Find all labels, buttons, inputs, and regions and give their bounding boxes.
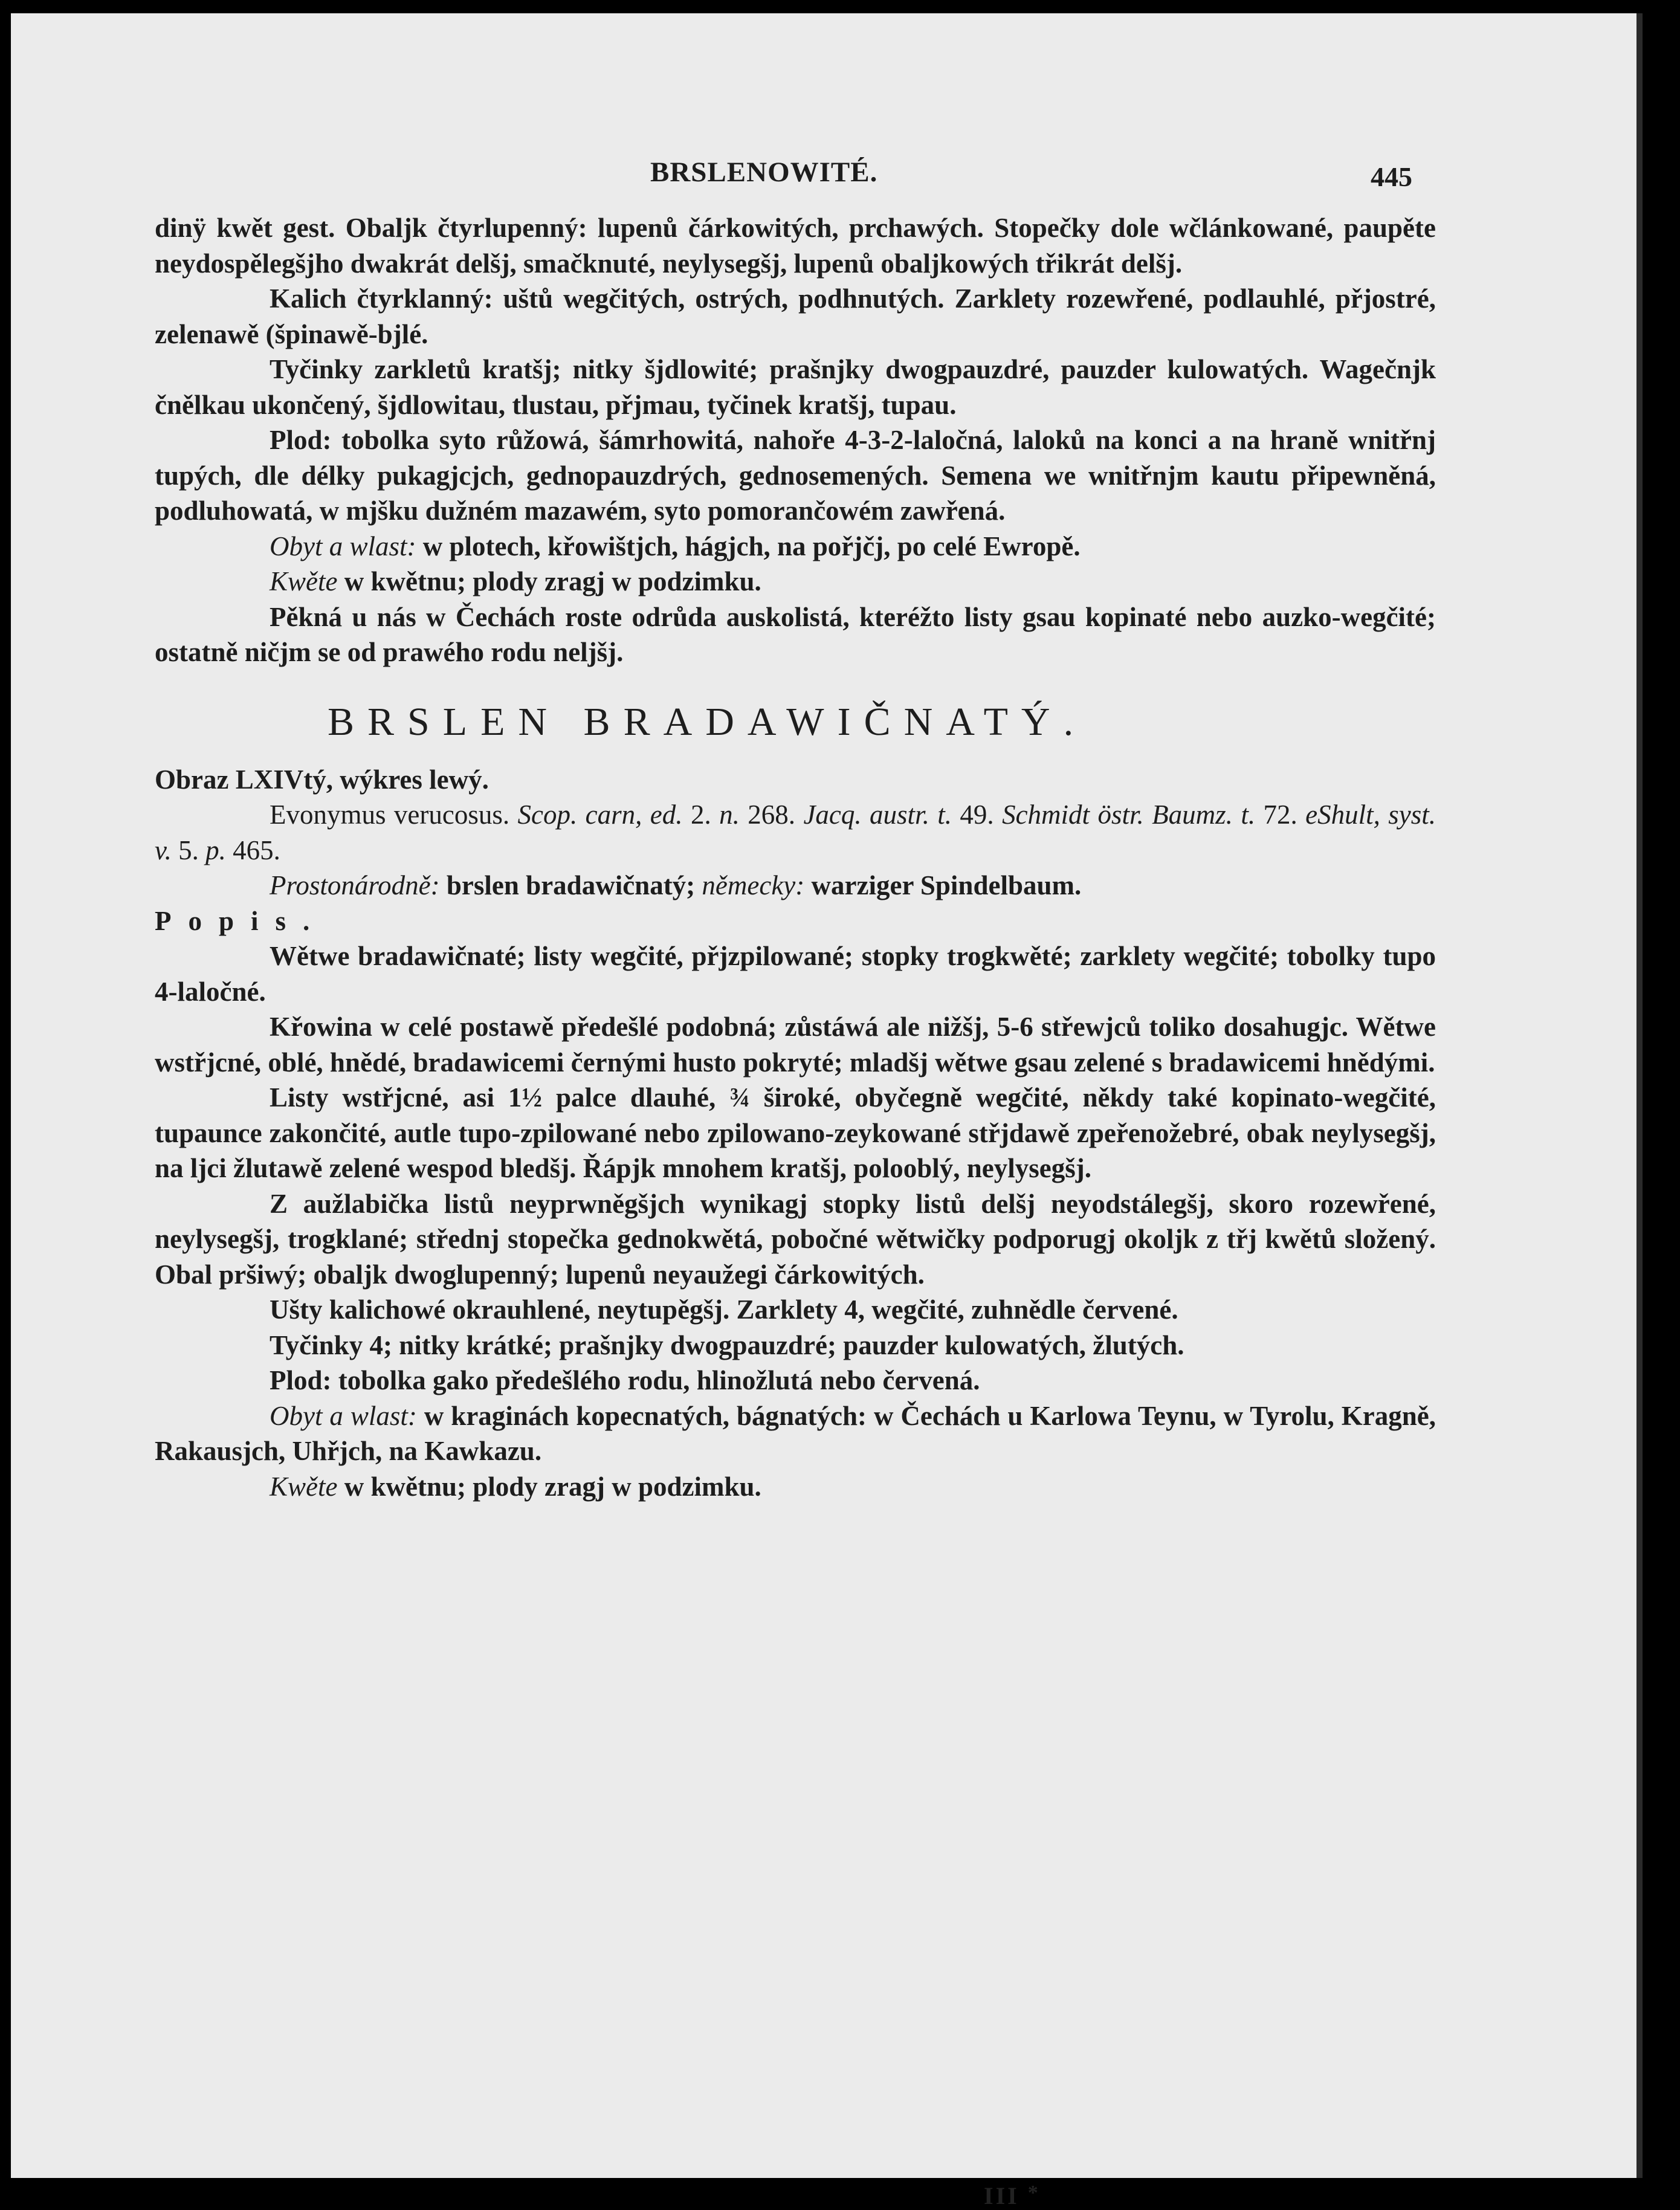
page-number: 445 xyxy=(1371,161,1412,192)
vernacular-names xyxy=(155,868,1436,903)
section-title: BRSLEN BRADAWIČNATÝ. xyxy=(328,699,1087,744)
obyt2-label: Obyt a wlast: xyxy=(270,1400,417,1431)
paragraph-kwete xyxy=(155,564,1436,599)
paragraph-kwete-2 xyxy=(155,1469,1436,1505)
citation-schmidt: Schmidt östr. Baumz. t. xyxy=(1002,800,1256,830)
citation-num: 465. xyxy=(225,835,280,865)
asterisk-icon: * xyxy=(1027,2182,1041,2204)
paragraph-obyt-2 xyxy=(155,1398,1436,1469)
signature-text: III xyxy=(984,2182,1019,2209)
paragraph-wetwe: Wětwe bradawičnaté; listy wegčité, přjzpilowané; stopky trogkwěté; zarklety wegčité; tobolky tupo 4-laločné. xyxy=(155,941,1436,1007)
paragraph-obyt xyxy=(155,529,1436,564)
citation-genus: Evonymus verucosus. xyxy=(270,800,518,830)
paragraph-auzlabicka: Z aužlabička listů neyprwněgšjch wynikagj stopky listů delšj neyodstálegšj, skoro rozewřené, neylysegšj, trogklané; střednj stopečka gednokwětá, pobočné wětwičky podporugj okoljk z třj kwětů složený. Obal pršiwý; obaljk dwoglupenný; lupenů neyaužegi čárkowitých. xyxy=(155,1188,1436,1290)
citation-num: 49. xyxy=(952,800,1003,830)
paragraph-plod: Plod: tobolka syto růžowá, šámrhowitá, nahoře 4-3-2-laločná, laloků na konci a na hraně wnitřnj tupých, dle délky pukagjcjch, gednopauzdrých, gednosemených. Semena we wnitřnjm kautu připewněná, podluhowatá, w mjšku dužném mazawém, syto pomorančowém zawřená. xyxy=(155,425,1436,526)
obyt-label: Obyt a wlast: xyxy=(270,531,416,561)
citation-scop: Scop. carn, ed. xyxy=(517,800,683,830)
names-german: warziger Spindelbaum. xyxy=(804,870,1082,900)
popis-heading: Popis. xyxy=(155,905,327,936)
citation-p: p. xyxy=(205,835,226,865)
citation-shult: eShult, syst. v. xyxy=(155,800,1436,865)
names-label-german: německy: xyxy=(702,870,805,900)
citation-num: 72. xyxy=(1255,800,1306,830)
citation xyxy=(155,797,1436,868)
names-czech: brslen bradawičnatý; xyxy=(439,870,702,900)
paragraph-plod-2: Plod: tobolka gako předešlého rodu, hlinožlutá nebo červená. xyxy=(270,1365,980,1395)
citation-num: 2. xyxy=(682,800,720,830)
citation-n: n. xyxy=(719,800,740,830)
paragraph-tycinky-4: Tyčinky 4; nitky krátké; prašnjky dwogpauzdré; pauzder kulowatých, žlutých. xyxy=(270,1330,1184,1360)
paragraph-continued: dinÿ kwět gest. Obaljk čtyrlupenný: lupenů čárkowitých, prchawých. Stopečky dole wčlánkowané, paupěte neydospělegšjho dwakrát delšj, smačknuté, neylysegšj, lupenů obaljkowých třikrát delšj. xyxy=(155,213,1436,279)
scanned-page xyxy=(11,13,1643,2209)
paragraph-krowina: Křowina w celé postawě předešlé podobná; zůstáwá ale nižšj, 5-6 střewjců toliko dosahugjc. Wětwe wstřjcné, oblé, hnědé, bradawicemi černými husto pokryté; mladšj wětwe gsau zelené s bradawicemi hnědými. xyxy=(155,1012,1436,1078)
paragraph-tycinky: Tyčinky zarkletů kratšj; nitky šjdlowité; prašnjky dwogpauzdré, pauzder kulowatých. Wagečnjk čnělkau ukončený, šjdlowitau, tlustau, přjmau, tyčinek kratšj, tupau. xyxy=(155,354,1436,420)
citation-jacq: Jacq. austr. t. xyxy=(803,800,952,830)
running-head: BRSLENOWITÉ. xyxy=(650,157,878,188)
kwete2-label: Kwěte xyxy=(270,1471,338,1502)
citation-num: 5. xyxy=(171,835,206,865)
citation-num: 268. xyxy=(739,800,804,830)
obyt2-text: w kraginách kopecnatých, bágnatých: w Čechách u Karlowa Teynu, w Tyrolu, Kragně, Rakausjch, Uhřjch, na Kawkazu. xyxy=(155,1400,1436,1466)
figure-reference: Obraz LXIVtý, wýkres lewý. xyxy=(155,764,489,795)
names-label-czech: Prostonárodně: xyxy=(270,870,440,900)
paragraph-pekna: Pěkná u nás w Čechách roste odrůda auskolistá, kteréžto listy gsau kopinaté nebo auzko-wegčité; ostatně ničjm se od prawého rodu neljšj. xyxy=(155,601,1436,667)
paragraph-kalich: Kalich čtyrklanný: uštů wegčitých, ostrých, podhnutých. Zarklety rozewřené, podlauhlé, přjostré, zelenawě (špinawě-bjlé. xyxy=(155,283,1436,349)
obyt-text: w plotech, křowištjch, hágjch, na pořjčj, po celé Ewropě. xyxy=(416,531,1081,561)
paragraph-listy: Listy wstřjcné, asi 1½ palce dlauhé, ¾ široké, obyčegně wegčité, někdy také kopinato-wegčité, tupaunce zakončité, autle tupo-zpilowané nebo zpilowano-zeykowané střjdawě zpeřenožebré, obak neylysegšj, na ljci žlutawě zelené wespod bledšj. Řápjk mnohem kratšj, polooblý, neylysegšj. xyxy=(155,1082,1436,1183)
paragraph-usty: Ušty kalichowé okrauhlené, neytupěgšj. Zarklety 4, wegčité, zuhnědle červené. xyxy=(270,1294,1178,1325)
body-text xyxy=(155,210,1436,1504)
kwete2-text: w kwětnu; plody zragj w podzimku. xyxy=(337,1471,761,1502)
kwete-text: w kwětnu; plody zragj w podzimku. xyxy=(337,566,761,596)
kwete-label: Kwěte xyxy=(270,566,338,596)
